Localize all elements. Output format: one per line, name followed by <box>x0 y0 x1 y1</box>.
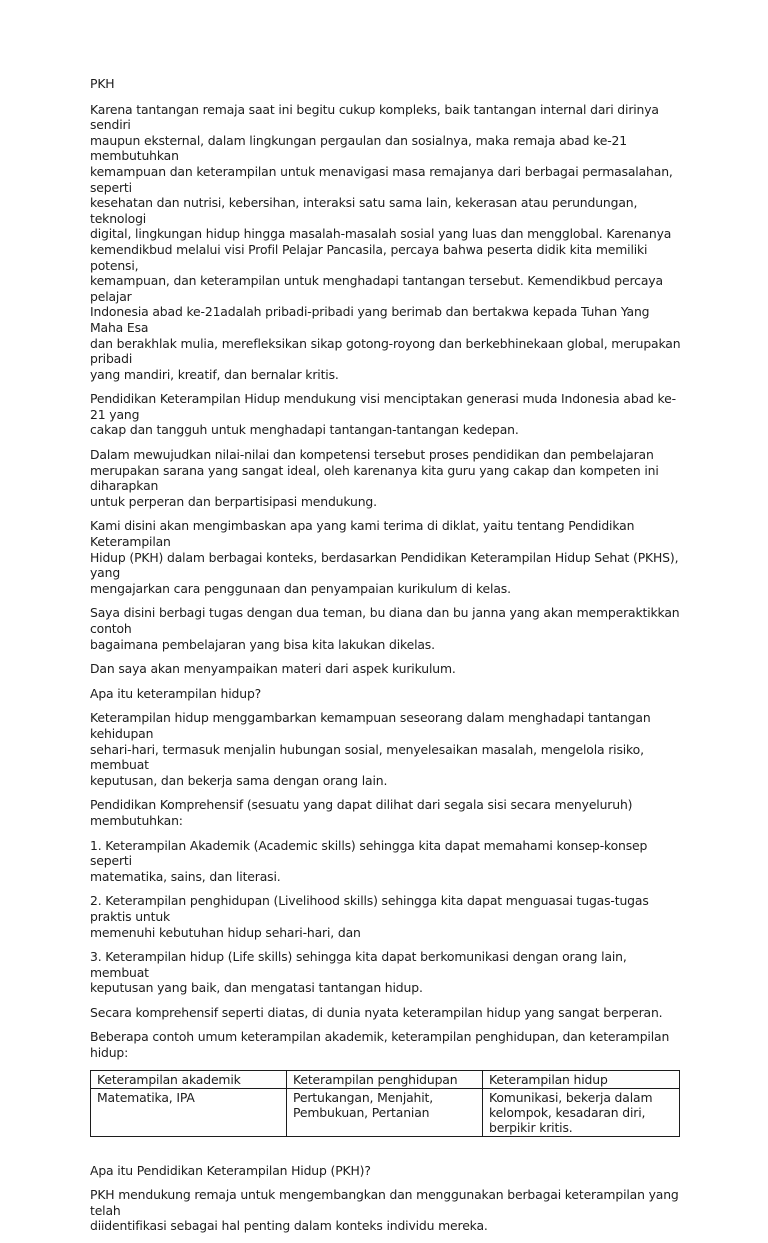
paragraph-realization: Dalam mewujudkan nilai-nilai dan kompetensi tersebut proses pendidikan dan pembelajaran merupakan sarana yang sangat ideal, oleh karenanya kita guru yang cakap dan kompeten ini diharapkan untuk perperan dan berpartisipasi mendukung. <box>90 447 659 509</box>
table-header-livelihood: Keterampilan penghidupan <box>287 1070 483 1088</box>
paragraph-dissemination: Kami disini akan mengimbaskan apa yang kami terima di diklat, yaitu tentang Pendidikan Keterampilan Hidup (PKH) dalam berbagai konteks, berdasarkan Pendidikan Keterampilan Hidup Sehat (PKHS), yang mengajarkan cara penggunaan dan penyampaian kurikulum di kelas. <box>90 518 679 596</box>
paragraph-life-skills-definition: Keterampilan hidup menggambarkan kemampuan seseorang dalam menghadapi tantangan kehidupan sehari-hari, termasuk menjalin hubungan sosial, menyelesaikan masalah, mengelola risiko, membuat keputusan, dan bekerja sama dengan orang lain. <box>90 710 651 788</box>
table-header-life: Keterampilan hidup <box>483 1070 680 1088</box>
skills-examples-table <box>90 1070 680 1137</box>
table-header-academic: Keterampilan akademik <box>91 1070 287 1088</box>
list-item-livelihood-skills: 2. Keterampilan penghidupan (Livelihood skills) sehingga kita dapat menguasai tugas-tugas praktis untuk memenuhi kebutuhan hidup sehari-hari, dan <box>90 893 649 940</box>
list-item-life-skills: 3. Keterampilan hidup (Life skills) sehingga kita dapat berkomunikasi dengan orang lain, membuat keputusan yang baik, dan mengatasi tantangan hidup. <box>90 949 627 996</box>
question-life-skills: Apa itu keterampilan hidup? <box>90 685 262 701</box>
paragraph-pkh-definition: PKH mendukung remaja untuk mengembangkan dan menggunakan berbagai keterampilan yang telah diidentifikasi sebagai hal penting dalam konteks individu mereka. <box>90 1187 679 1234</box>
document-page <box>90 76 686 1243</box>
paragraph-comprehensive-education: Pendidikan Komprehensif (sesuatu yang dapat dilihat dari segala sisi secara menyeluruh) membutuhkan: <box>90 797 633 828</box>
paragraph-examples-intro: Beberapa contoh umum keterampilan akademik, keterampilan penghidupan, dan keterampilan hidup: <box>90 1029 670 1061</box>
paragraph-task-sharing: Saya disini berbagi tugas dengan dua teman, bu diana dan bu janna yang akan memperaktikkan contoh bagaimana pembelajaran yang bisa kita lakukan dikelas. <box>90 605 680 652</box>
paragraph-real-world: Secara komprehensif seperti diatas, di dunia nyata keterampilan hidup yang sangat berperan. <box>90 1004 663 1020</box>
table-row <box>91 1088 680 1136</box>
table-cell-life: Komunikasi, bekerja dalam kelompok, kesadaran diri, berpikir kritis. <box>483 1088 680 1136</box>
table-cell-academic: Matematika, IPA <box>91 1088 287 1136</box>
question-pkh: Apa itu Pendidikan Keterampilan Hidup (PKH)? <box>90 1162 371 1178</box>
document-heading: PKH <box>90 76 115 91</box>
table-header-row <box>91 1070 680 1088</box>
paragraph-intro: Karena tantangan remaja saat ini begitu cukup kompleks, baik tantangan internal dari dirinya sendiri maupun eksternal, dalam lingkungan pergaulan dan sosialnya, maka remaja abad ke-21 membutuhkan kemampuan dan keterampilan untuk menavigasi masa remajanya dari berbagai permasalahan, seperti kesehatan dan nutrisi, kebersihan, interaksi satu sama lain, kekerasan atau perundungan, teknologi digital, lingkungan hidup hingga masalah-masalah sosial yang luas dan mengglobal. Karenanya kemendikbud melalui visi Profil Pelajar Pancasila, percaya bahwa peserta didik kita memiliki potensi, kemampuan, dan keterampilan untuk menghadapi tantangan tersebut. Kemendikbud percaya pelajar Indonesia abad ke-21adalah pribadi-pribadi yang berimab dan bertakwa kepada Tuhan Yang Maha Esa dan berakhlak mulia, merefleksikan sikap gotong-royong dan berkebhinekaan global, merupakan pribadi yang mandiri, kreatif, dan bernalar kritis. <box>90 101 681 382</box>
list-item-academic-skills: 1. Keterampilan Akademik (Academic skills) sehingga kita dapat memahami konsep-konsep seperti matematika, sains, dan literasi. <box>90 837 648 884</box>
table-cell-livelihood: Pertukangan, Menjahit, Pembukuan, Pertanian <box>287 1088 483 1136</box>
paragraph-curriculum: Dan saya akan menyampaikan materi dari aspek kurikulum. <box>90 661 456 677</box>
paragraph-vision: Pendidikan Keterampilan Hidup mendukung visi menciptakan generasi muda Indonesia abad ke-21 yang cakap dan tangguh untuk menghadapi tantangan-tantangan kedepan. <box>90 391 676 438</box>
